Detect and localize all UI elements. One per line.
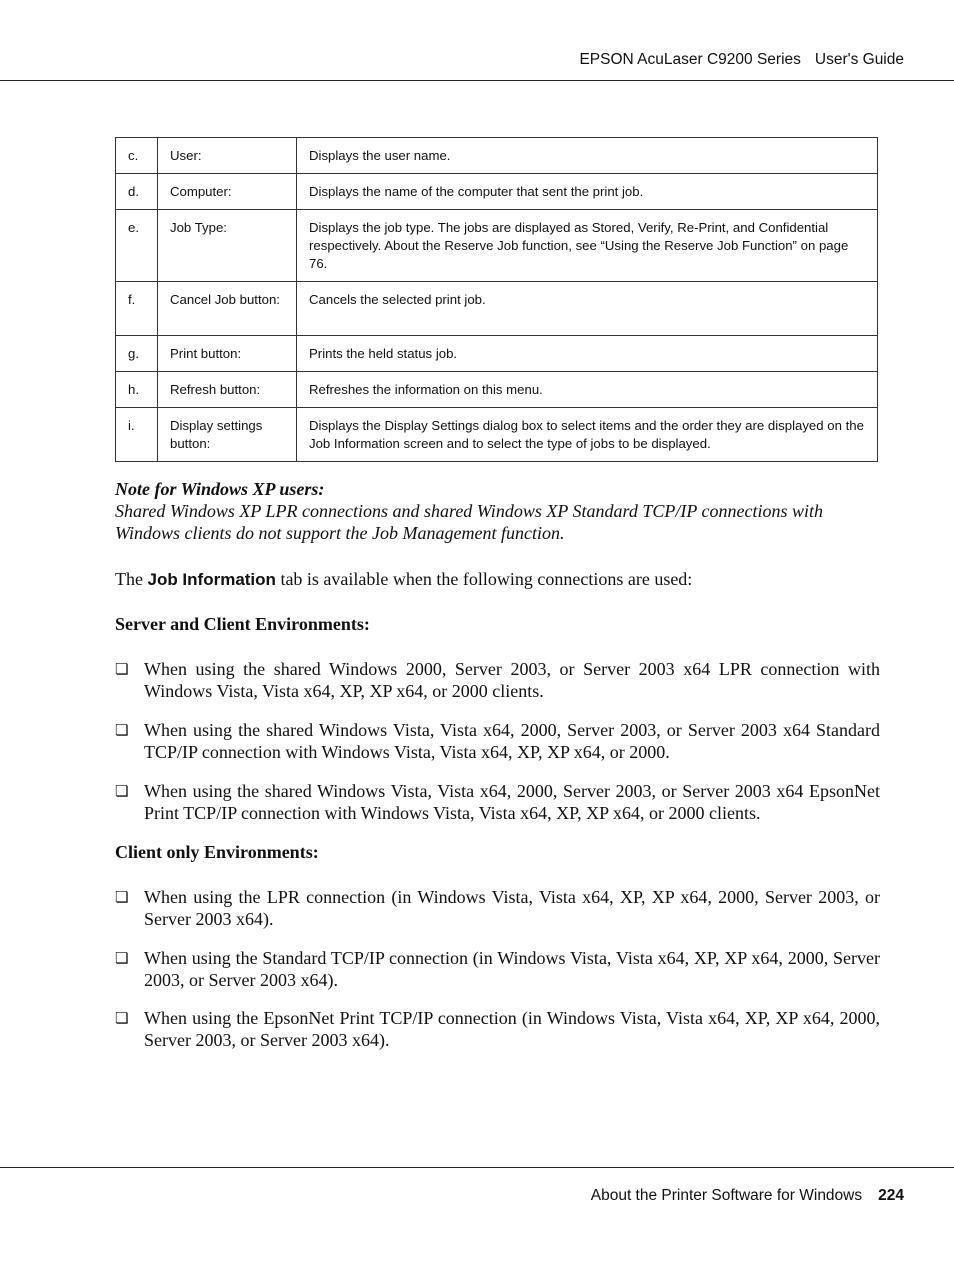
client-only-heading: Client only Environments: [115, 842, 319, 862]
list-item-text: When using the shared Windows Vista, Vista x64, 2000, Server 2003, or Server 2003 x64 Standard TCP/IP connection with Windows Vista, Vista x64, XP, XP x64, or 2000. [144, 720, 880, 762]
row-item: User: [158, 138, 297, 174]
row-item: Refresh button: [158, 372, 297, 408]
intro-after: tab is available when the following connections are used: [280, 569, 693, 589]
note-block [115, 478, 885, 544]
row-desc: Displays the job type. The jobs are displayed as Stored, Verify, Re-Print, and Confidential respectively. About the Reserve Job function, see “Using the Reserve Job Function” on page 76. [297, 210, 878, 282]
row-item: Cancel Job button: [158, 282, 297, 336]
table-row [116, 336, 878, 372]
row-desc: Displays the name of the computer that sent the print job. [297, 174, 878, 210]
checkbox-bullet-icon: ❏ [115, 782, 129, 800]
table-row [116, 408, 878, 462]
page-footer [591, 1187, 904, 1205]
table-row [116, 282, 878, 336]
job-information-tab-name: Job Information [147, 570, 276, 589]
table-row [116, 210, 878, 282]
checkbox-bullet-icon: ❏ [115, 949, 129, 967]
list-item [115, 947, 880, 991]
row-letter: g. [116, 336, 158, 372]
checkbox-bullet-icon: ❏ [115, 1009, 129, 1027]
row-desc: Prints the held status job. [297, 336, 878, 372]
footer-section: About the Printer Software for Windows [590, 1187, 863, 1204]
server-client-heading: Server and Client Environments: [115, 614, 370, 634]
list-item-text: When using the EpsonNet Print TCP/IP connection (in Windows Vista, Vista x64, XP, XP x64, 2000, Server 2003, or Server 2003 x64). [144, 1008, 880, 1050]
list-item-text: When using the shared Windows 2000, Server 2003, or Server 2003 x64 LPR connection with Windows Vista, Vista x64, XP, XP x64, or 2000 clients. [144, 659, 880, 701]
row-letter: h. [116, 372, 158, 408]
header-rule [0, 80, 954, 81]
table-row [116, 372, 878, 408]
page-number: 224 [878, 1187, 904, 1204]
row-desc: Cancels the selected print job. [297, 282, 878, 336]
row-desc: Refreshes the information on this menu. [297, 372, 878, 408]
list-item [115, 719, 880, 763]
header-product: EPSON AcuLaser C9200 Series [579, 51, 801, 68]
intro-paragraph [115, 568, 885, 591]
page-header [579, 51, 904, 69]
row-item: Print button: [158, 336, 297, 372]
list-item-text: When using the LPR connection (in Windows Vista, Vista x64, XP, XP x64, 2000, Server 2003, or Server 2003 x64). [144, 887, 880, 929]
row-letter: f. [116, 282, 158, 336]
list-item [115, 780, 880, 824]
header-guide: User's Guide [814, 51, 904, 68]
checkbox-bullet-icon: ❏ [115, 888, 129, 906]
footer-rule [0, 1167, 954, 1168]
note-title: Note for Windows XP users: [115, 479, 325, 499]
row-letter: d. [116, 174, 158, 210]
row-letter: i. [116, 408, 158, 462]
list-item-text: When using the shared Windows Vista, Vista x64, 2000, Server 2003, or Server 2003 x64 EpsonNet Print TCP/IP connection with Windows Vista, Vista x64, XP, XP x64, or 2000 clients. [144, 781, 880, 823]
list-item-text: When using the Standard TCP/IP connection (in Windows Vista, Vista x64, XP, XP x64, 2000, Server 2003, or Server 2003 x64). [144, 948, 880, 990]
row-item: Job Type: [158, 210, 297, 282]
row-desc: Displays the user name. [297, 138, 878, 174]
row-desc: Displays the Display Settings dialog box to select items and the order they are displayed on the Job Information screen and to select the type of jobs to be displayed. [297, 408, 878, 462]
note-body: Shared Windows XP LPR connections and shared Windows XP Standard TCP/IP connections with Windows clients do not support the Job Management function. [115, 501, 823, 543]
intro-before: The [115, 569, 143, 589]
table-row [116, 174, 878, 210]
checkbox-bullet-icon: ❏ [115, 721, 129, 739]
checkbox-bullet-icon: ❏ [115, 660, 129, 678]
table-row [116, 138, 878, 174]
list-item [115, 886, 880, 930]
row-item: Display settings button: [158, 408, 297, 462]
row-letter: c. [116, 138, 158, 174]
row-item: Computer: [158, 174, 297, 210]
list-item [115, 1007, 880, 1051]
row-letter: e. [116, 210, 158, 282]
list-item [115, 658, 880, 702]
job-info-table [115, 137, 878, 462]
